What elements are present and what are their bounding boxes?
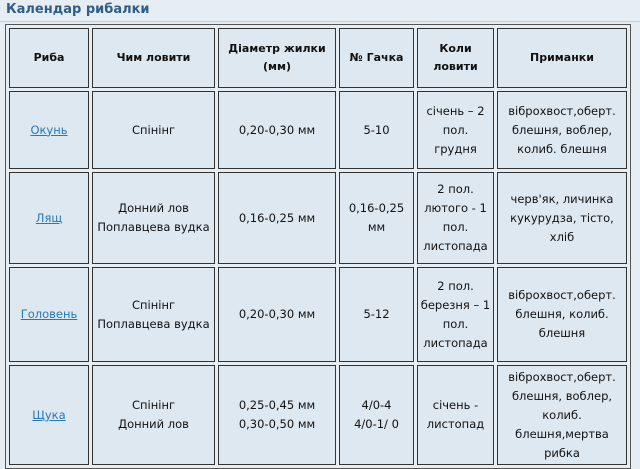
season-cell: січень - листопад: [417, 365, 494, 465]
fish-link-okun[interactable]: Окунь: [30, 122, 68, 137]
fish-cell: [9, 267, 89, 362]
bait-cell: віброхвост,оберт. блешня, воблер, колиб. блешня: [497, 91, 627, 169]
method-cell: Спінінг Донний лов: [92, 365, 215, 465]
bait-cell: віброхвост,оберт. блешня, колиб. блешня: [497, 267, 627, 362]
season-cell: 2 пол. лютого - 1 пол. листопада: [417, 172, 494, 264]
fish-cell: [9, 91, 89, 169]
table-row: [9, 172, 627, 264]
fish-cell: [9, 365, 89, 465]
method-cell: Спінінг Поплавцева вудка: [92, 267, 215, 362]
header-row: [9, 28, 627, 88]
method-cell: Донний лов Поплавцева вудка: [92, 172, 215, 264]
season-cell: січень – 2 пол. грудня: [417, 91, 494, 169]
diameter-cell: 0,25-0,45 мм 0,30-0,50 мм: [218, 365, 336, 465]
diameter-cell: 0,16-0,25 мм: [218, 172, 336, 264]
hook-cell: 5-12: [339, 267, 414, 362]
diameter-cell: 0,20-0,30 мм: [218, 267, 336, 362]
table-row: [9, 365, 627, 465]
header-fish: Риба: [9, 28, 89, 88]
header-line-diameter: Діаметр жилки (мм): [218, 28, 336, 88]
method-cell: Спінінг: [92, 91, 215, 169]
diameter-cell: 0,20-0,30 мм: [218, 91, 336, 169]
fish-link-lyashch[interactable]: Лящ: [35, 210, 63, 225]
table-row: [9, 267, 627, 362]
hook-cell: 5-10: [339, 91, 414, 169]
header-hook: № Гачка: [339, 28, 414, 88]
fishing-calendar-table: [5, 24, 631, 469]
header-season: Коли ловити: [417, 28, 494, 88]
fish-link-shchuka[interactable]: Щука: [32, 407, 66, 422]
page-title: Календар рибалки: [6, 2, 150, 17]
hook-cell: 0,16-0,25 мм: [339, 172, 414, 264]
bait-cell: черв'як, личинка кукурудза, тісто, хліб: [497, 172, 627, 264]
header-method: Чим ловити: [92, 28, 215, 88]
bait-cell: віброхвост,оберт. блешня, воблер, колиб. блешня,мертва рибка: [497, 365, 627, 465]
fish-link-holoven[interactable]: Головень: [20, 307, 78, 321]
fish-cell: [9, 172, 89, 264]
hook-cell: 4/0-4 4/0-1/ 0: [339, 365, 414, 465]
season-cell: 2 пол. березня – 1 пол. листопада: [417, 267, 494, 362]
title-divider: [0, 21, 640, 22]
table-row: [9, 91, 627, 169]
header-bait: Приманки: [497, 28, 627, 88]
